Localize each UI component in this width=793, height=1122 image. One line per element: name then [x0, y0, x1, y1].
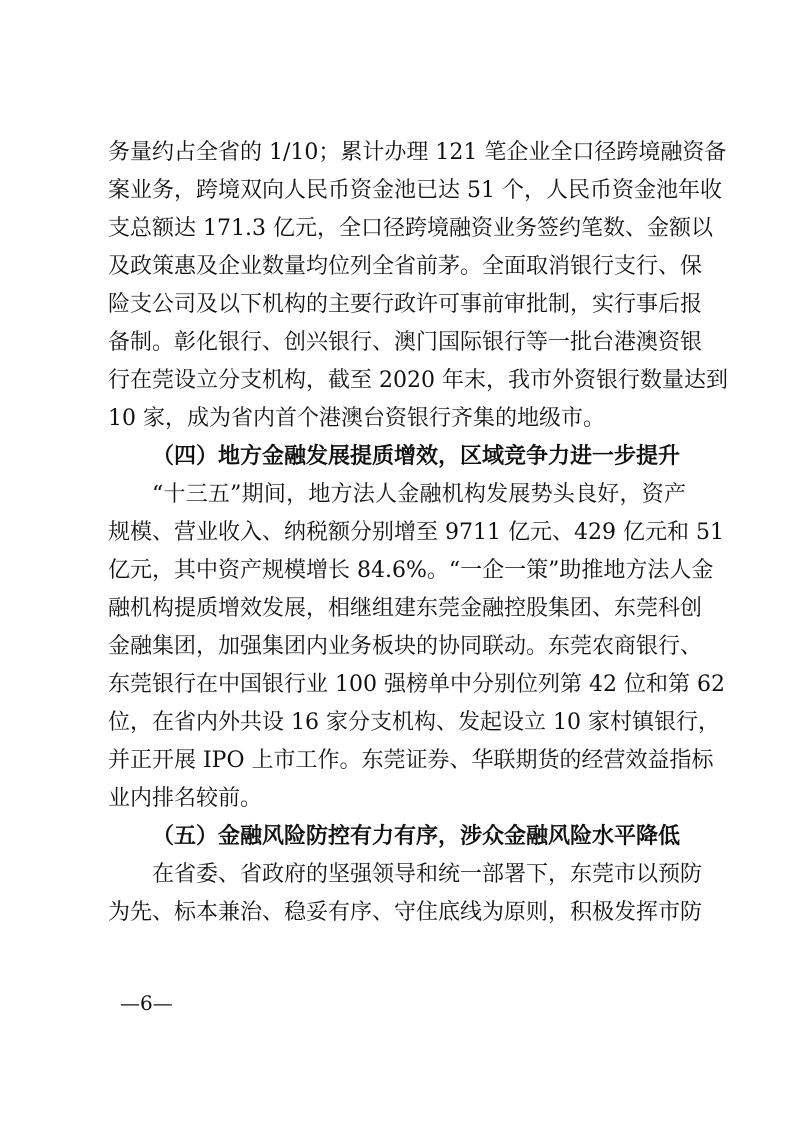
body-line-2: 案业务，跨境双向人民币资金池已达 51 个，人民币资金池年收 — [108, 178, 722, 203]
body-line-5: 险支公司及以下机构的主要行政许可事前审批制，实行事后报 — [108, 292, 703, 317]
body-line-21: 为先、标本兼治、稳妥有序、守住底线为原则，积极发挥市防 — [108, 900, 703, 925]
body-line-1: 务量约占全省的 1/10；累计办理 121 笔企业全口径跨境融资备 — [108, 140, 727, 165]
section-heading-4: （四）地方金融发展提质增效，区域竞争力进一步提升 — [152, 444, 681, 469]
body-line-14: 金融集团，加强集团内业务板块的协同联动。东莞农商银行、 — [108, 634, 703, 659]
body-line-11: 规模、营业收入、纳税额分别增至 9711 亿元、429 亿元和 51 — [108, 520, 724, 545]
body-line-16: 位，在省内外共设 16 家分支机构、发起设立 10 家村镇银行， — [108, 710, 720, 735]
body-line-6: 备制。彰化银行、创兴银行、澳门国际银行等一批台港澳资银 — [108, 330, 703, 355]
body-line-8: 10 家，成为省内首个港澳台资银行齐集的地级市。 — [108, 406, 605, 431]
body-line-12: 亿元，其中资产规模增长 84.6%。“一企一策”助推地方法人金 — [108, 558, 714, 583]
body-line-17: 并正开展 IPO 上市工作。东莞证券、华联期货的经营效益指标 — [108, 748, 714, 773]
body-line-20: 在省委、省政府的坚强领导和统一部署下，东莞市以预防 — [152, 862, 703, 887]
page-number: —6— — [120, 991, 173, 1015]
body-line-13: 融机构提质增效发展，相继组建东莞金融控股集团、东莞科创 — [108, 596, 703, 621]
section-heading-5: （五）金融风险防控有力有序，涉众金融风险水平降低 — [152, 824, 681, 849]
body-line-7: 行在莞设立分支机构，截至 2020 年末，我市外资银行数量达到 — [108, 368, 728, 393]
body-line-10: “十三五”期间，地方法人金融机构发展势头良好，资产 — [152, 482, 686, 507]
body-line-3: 支总额达 171.3 亿元，全口径跨境融资业务签约笔数、金额以 — [108, 216, 713, 241]
body-line-4: 及政策惠及企业数量均位列全省前茅。全面取消银行支行、保 — [108, 254, 703, 279]
body-line-15: 东莞银行在中国银行业 100 强榜单中分别位列第 42 位和第 62 — [108, 672, 725, 697]
body-line-18: 业内排名较前。 — [108, 786, 263, 811]
